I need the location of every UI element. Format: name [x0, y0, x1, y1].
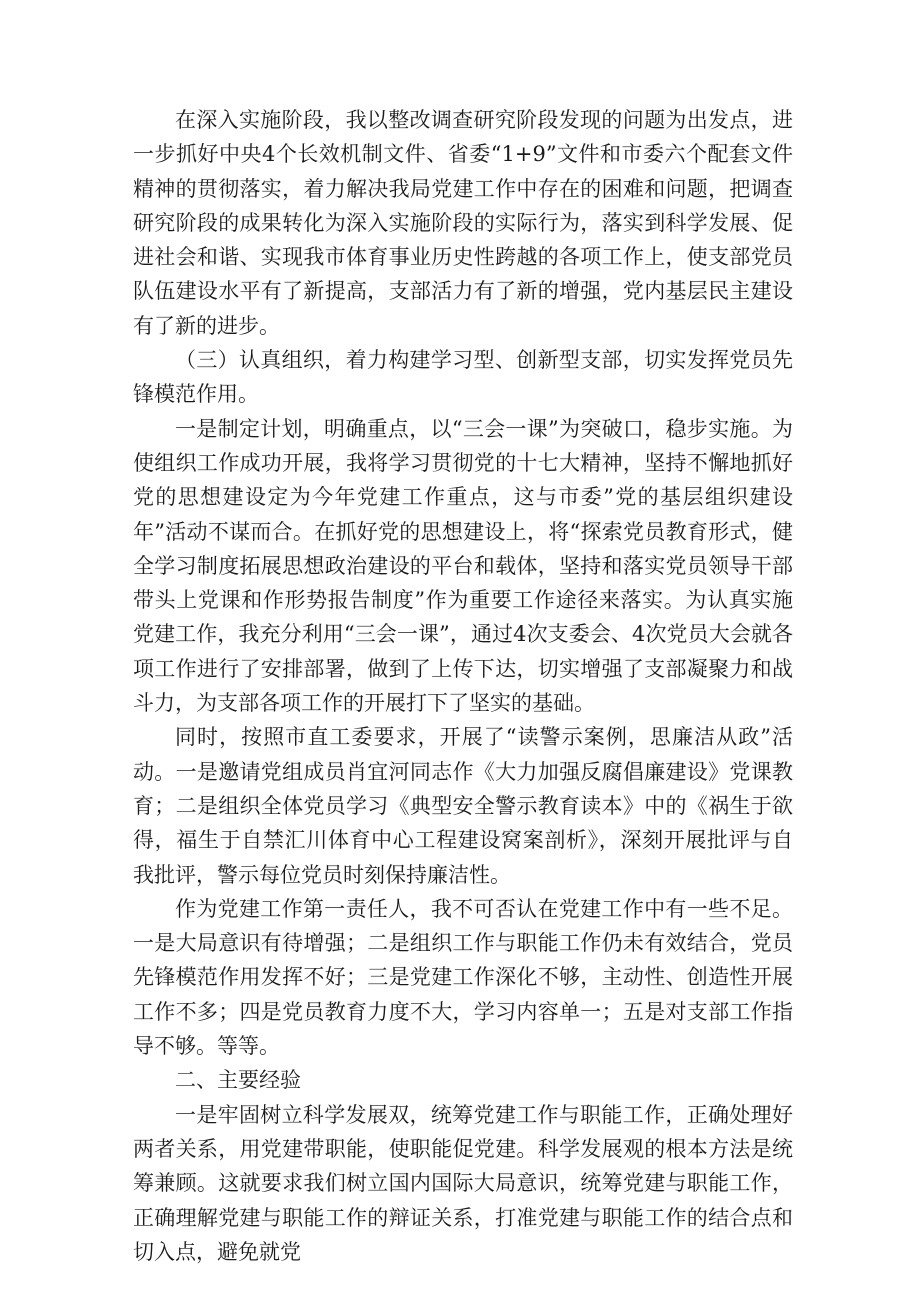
- paragraph-plan-and-focus: 一是制定计划，明确重点，以“三会一课”为突破口，稳步实施。为使组织工作成功开展，我将学习贯彻党的十七大精神，坚持不懈地抓好党的思想建设定为今年党建工作重点，这与市委”党的基层组织建设年”活动不谋而合。在抓好党的思想建设上，将“探索党员教育形式，健全学习制度拓展思想政治建设的平台和载体，坚持和落实党员领导干部带头上党课和作形势报告制度”作为重要工作途径来落实。为认真实施党建工作，我充分利用“三会一课”，通过4次支委会、4次党员大会就各项工作进行了安排部署，做到了上传下达，切实增强了支部凝聚力和战斗力，为支部各项工作的开展打下了坚实的基础。: [133, 416, 793, 716]
- paragraph-shortcomings: 作为党建工作第一责任人，我不可否认在党建工作中有一些不足。一是大局意识有待增强；二是组织工作与职能工作仍未有效结合，党员先锋模范作用发挥不好；三是党建工作深化不够，主动性、创造性开展工作不多；四是党员教育力度不大，学习内容单一；五是对支部工作指导不够。等等。: [133, 896, 793, 1059]
- document-body: [133, 103, 793, 1269]
- paragraph-scientific-development: 一是牢固树立科学发展双，统筹党建工作与职能工作，正确处理好两者关系，用党建带职能，使职能促党建。科学发展观的根本方法是统筹兼顾。这就要求我们树立国内国际大局意识，统筹党建与职能工作，正确理解党建与职能工作的辩证关系，打准党建与职能工作的结合点和切入点，避免就党: [133, 1102, 793, 1264]
- paragraph-integrity-activity: 同时，按照市直工委要求，开展了“读警示案例，思廉洁从政”活动。一是邀请党组成员肖宜河同志作《大力加强反腐倡廉建设》党课教育；二是组织全体党员学习《典型安全警示教育读本》中的《祸生于欲得，福生于自禁汇川体育中心工程建设窝案剖析》，深刻开展批评与自我批评，警示每位党员时刻保持廉洁性。: [133, 725, 793, 887]
- section-heading-main-experience: 二、主要经验: [175, 1068, 301, 1093]
- paragraph-implementation-stage: 在深入实施阶段，我以整改调查研究阶段发现的问题为出发点，进一步抓好中央4个长效机制文件、省委“1+9”文件和市委六个配套文件精神的贯彻落实，着力解决我局党建工作中存在的困难和问题，把调查研究阶段的成果转化为深入实施阶段的实际行为，落实到科学发展、促进社会和谐、实现我市体育事业历史性跨越的各项工作上，使支部党员队伍建设水平有了新提高，支部活力有了新的增强，党内基层民主建设有了新的进步。: [133, 108, 793, 338]
- section-heading-three: （三）认真组织，着力构建学习型、创新型支部，切实发挥党员先锋模范作用。: [133, 348, 793, 407]
